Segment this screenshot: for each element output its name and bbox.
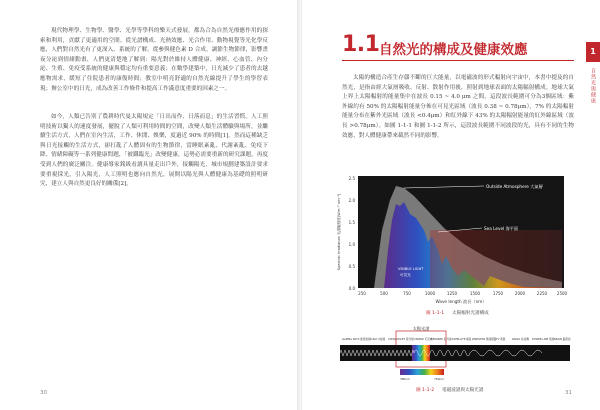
x-axis-label: Wave length 波長（nm） [435,299,487,304]
band-label: RADIO 收音機 [512,338,529,341]
figure2-caption-text: 電磁波譜與太陽光譜 [442,388,484,393]
scale-right-label: 760nm [434,377,444,381]
y-tick: 2.0 [348,198,355,203]
solar-spectrum-label: 太陽光譜 [412,326,430,331]
y-axis-label: Spectral Irradiance 光譜輻照度(Wm⁻² nm⁻¹) [337,193,341,271]
y-tick: 0.5 [348,264,355,269]
chapter-tab: 1 [586,42,600,62]
x-tick: 250 [358,291,366,296]
figure1-caption-number: 圖 1-1-1 [426,311,445,316]
body-paragraph-3: 太陽的構造合產生存儲不斷的巨大能量，以電磁波的形式輻射向宇宙中，本書中提及的自然光，是指由經大氣層吸收、反射、散射作用後，照射到地球表面的太陽輻射構成。地球大氣上界上太陽輻射的能量集中在波長 0.15 ~ 4.0 μm 之間，這段波長範圍可分為3個區域：紫外線約有 50% 的太陽輻射能量分佈在可見光區域（波長 0.38 ~ 0.78μm），7% 的太陽輻射能量分布在紫外光區域（波長 <0.4μm）和紅外線下 43% 的太陽輻射能量的紅外線區域（波長 >0.78μm）。如圖 1-1-1 和圖 1-1-2 所示，這段波長範圍不同波段的光，具有不同的生物效應，對人體健康帶來截然不同的影響。 [342,75,574,139]
figure2-caption-number: 圖 1-1-2 [416,388,435,393]
right-page [302,0,600,410]
page-number: 30 [40,390,47,396]
band-label: ULTRAVIOLET 紫外線 [388,338,414,341]
x-tick: 1250 [446,291,458,296]
band-label: X-RAY X射線 [370,338,386,341]
x-tick: 750 [403,291,411,296]
y-tick: 2.5 [348,176,355,181]
x-tick: 2500 [556,291,568,296]
chapter-tab-label: 自然光與健康 [590,68,596,104]
band-label: POWER LINE 電線 [532,338,555,341]
y-tick: 1.0 [348,242,355,247]
band-label: VISIBLE 可見光 [414,338,433,341]
band-label: BRAIN 腦電波 [554,338,571,341]
body-paragraph-2: 如今，人類已告別了農耕時代曼太陽規定「日出而作、日落而息」的生活習慣，人工照明技術以獨人的速度發展，擺脫了人類可利用時間的空間，改變人類生活體驗與場所，並繼續生活方式，人們在室內生活，工作、休閒、娛樂，度過近 90% 的時間[1]。然而這種缺乏與日光接觸的生活方式，卻打亂了人體固有的生物節律，當睡眠紊亂、代謝紊亂、免疫下降、情緒障礙等一系列健康問題，「被鐵臨光」改變健康，這勢必需要重新的研究課題，再度受到人們的廣泛關注。健康導家銘級看讀具量走出戶外，接觸陽光，城市規劃建築設計要求要重視採光，引入陽光，人工照明也應向自然光，展開以陽光與人體健康為基礎的照明研究，建立人與自然更良好的關係[2]。 [40,114,268,188]
visible-band [412,345,430,361]
em-spectrum-figure [336,325,574,395]
band-label: INFRARED 紅外線 [430,338,452,341]
section-number: 1.1 [342,32,380,57]
visible-light-label: VISIBLE LIGHT [398,267,424,271]
x-tick: 500 [380,291,388,296]
band-label: TV 電視 [496,338,506,341]
section-title: 自然光的構成及健康效應 [379,42,528,58]
x-tick: 2250 [536,291,548,296]
figure1-caption-text: 太陽輻射光譜構成 [452,311,489,316]
y-tick: 1.5 [348,220,355,225]
solar-spectrum-figure [334,170,574,318]
y-tick: 0.0 [348,286,355,291]
band-label: SATELLITE 衛星 [452,338,472,341]
x-tick: 2000 [514,291,526,296]
visible-light-label-zh: 可見光 [400,273,411,277]
left-page [0,0,298,410]
body-paragraph-1: 現代物理學、生物學、醫學、光學等學科的樂天式發展，都為合為自然光療應作用的探索和利用，貢獻了更適用的空間。從光譜構成、光熱效應、光合作用、動物視覺等光化學反應，人們對自然光有了更深入、系統的了解，從參與健色素 D 合成、調節生物節律，影響晝夜分泌到情緒動畫，人們更清楚地了解到：陽光對於維持人體健康、神經、心血管、內分泌、生殖、免疫受系統的健康與穩定均有重要意義；在數學建築中，日光減少了患者的去越應物需求，緩短了住院患者的康復時間；教室中明亮舒適的自然光線提升了學生的學習表現；辦公室中的日光，成為改善工作條件和提高工作滿意度重要的因素之一。 [40,28,268,92]
x-tick: 1000 [424,291,436,296]
x-tick: 1500 [469,291,481,296]
band-label: GAMMA RAYS 伽馬射線 [342,338,371,341]
page-number: 31 [565,390,572,396]
visible-spectrum-strip [400,369,444,375]
band-label: WIRELESS 無線網路 [472,338,497,341]
sea-level-label: Sea Level 海平面 [484,226,519,231]
scale-left-label: 380nm [400,377,410,381]
outside-atmosphere-label: Outside Atmosphere 大氣層 [486,184,543,189]
x-tick: 1750 [492,291,504,296]
section-rule [342,60,574,61]
em-wave-band [340,345,570,361]
